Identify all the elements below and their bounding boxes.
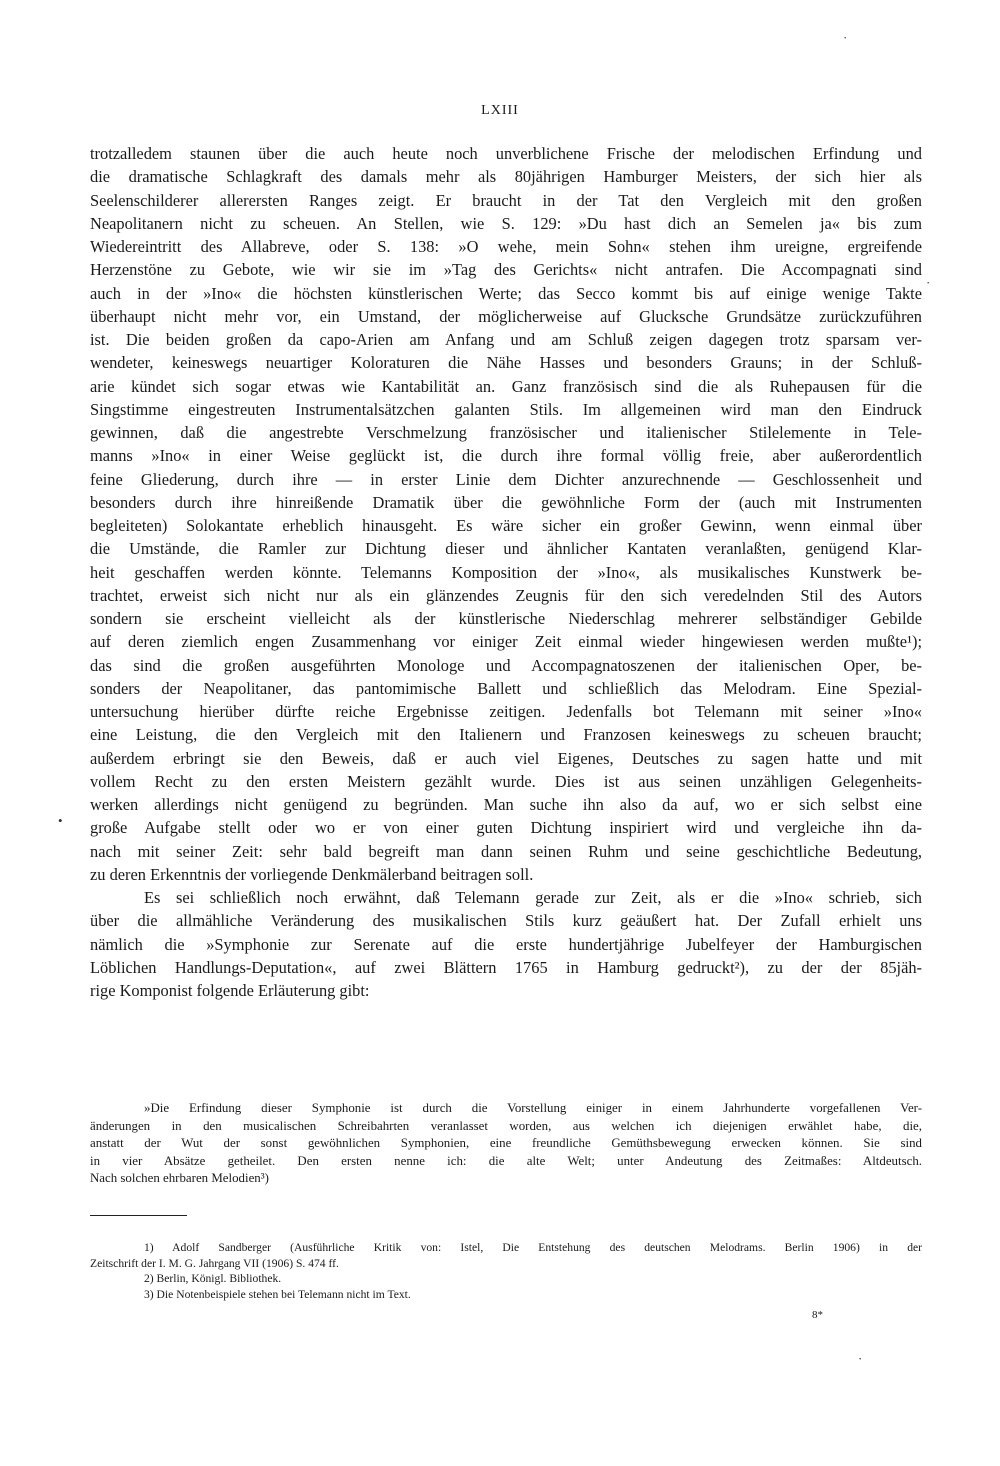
text-line: große Aufgabe stellt oder wo er von einer guten Dichtung inspiriert wird und vergleiche ihn da- bbox=[90, 818, 922, 838]
footnote-line: 3) Die Notenbeispiele stehen bei Telemann nicht im Text. bbox=[144, 1287, 411, 1301]
text-line: vollem Recht zu den ersten Meistern gezählt wurde. Dies ist aus seinen unzähligen Gelegenheits- bbox=[90, 771, 922, 791]
text-line: Wiedereintritt des Allabreve, oder S. 138: »O wehe, mein Sohn« stehen ihm ureigne, ergreifende bbox=[90, 237, 922, 256]
text-line: Löblichen Handlungs-Deputation«, auf zwei Blättern 1765 in Hamburg gedruckt²), zu der der 85jäh- bbox=[90, 957, 922, 977]
margin-dot-icon: · bbox=[858, 1351, 863, 1366]
text-line: Es sei schließlich noch erwähnt, daß Telemann gerade zur Zeit, als er die »Ino« schrieb, sich bbox=[144, 888, 922, 907]
signature-mark: 8* bbox=[812, 1309, 823, 1321]
text-line: überhaupt nicht mehr vor, ein Umstand, der möglicherweise auf Glucksche Grundsätze zurückzuführen bbox=[90, 306, 922, 326]
footnote-line: Zeitschrift der I. M. G. Jahrgang VII (1906) S. 474 ff. bbox=[90, 1256, 339, 1270]
text-line: nämlich die »Symphonie zur Serenate auf die erste hundertjährige Jubelfeyer der Hamburgischen bbox=[90, 934, 922, 954]
text-line: begleiteten) Solokantate erheblich hinausgeht. Es wäre sicher ein großer Gewinn, wenn einmal über bbox=[90, 516, 922, 535]
text-line: manns »Ino« in einer Weise geglückt ist, die durch ihre formal völlig freie, aber außerordentlich bbox=[90, 446, 922, 466]
text-line: feine Gliederung, durch ihre — in erster Linie dem Dichter anzurechnende — Geschlossenheit und bbox=[90, 469, 922, 489]
footnote-divider bbox=[90, 1215, 187, 1216]
quote-line: in vier Absätze getheilet. Den ersten nenne ich: die alte Welt; unter Andeutung des Zeitmaßes: Altdeutsch. bbox=[90, 1153, 922, 1168]
text-line: besonders durch ihre hinreißende Dramatik über die gewöhnliche Form der (auch mit Instrumenten bbox=[90, 492, 922, 512]
margin-dot-icon: • bbox=[58, 813, 63, 828]
text-line: werken allerdings nicht genügend zu begründen. Man suche ihn also da auf, wo er sich selbst eine bbox=[90, 795, 922, 814]
block-quote bbox=[90, 1100, 922, 1188]
text-line: eine Leistung, die den Vergleich mit den Italienern und Franzosen keineswegs zu scheuen braucht; bbox=[90, 725, 922, 745]
text-line: Herzenstöne zu Gebote, wie wir sie im »Tag des Gerichts« nicht antrafen. Die Accompagnati sind bbox=[90, 260, 922, 280]
margin-dot-icon: · bbox=[926, 275, 931, 290]
text-line: untersuchung hierüber dürfte reiche Ergebnisse zeitigen. Jedenfalls bot Telemann mit seiner »Ino« bbox=[90, 702, 922, 721]
text-line: Seelenschilderer allerersten Ranges zeigt. Er braucht in der Tat den Vergleich mit den großen bbox=[90, 190, 922, 210]
text-line: das sind die großen ausgeführten Monologe und Accompagnatoszenen der italienischen Oper, be- bbox=[90, 655, 922, 675]
footnotes bbox=[90, 1240, 922, 1302]
text-line: rige Komponist folgende Erläuterung gibt: bbox=[90, 981, 370, 1000]
text-line: Neapolitanern nicht zu scheuen. An Stellen, wie S. 129: »Du hast dich an Semelen ja« bis zum bbox=[90, 213, 922, 233]
margin-dot-icon: · bbox=[843, 30, 848, 45]
quote-line: anstatt der Wut der sonst gewöhnlichen Symphonien, eine freundliche Gemüthsbewegung erwecken können. Sie sind bbox=[90, 1136, 922, 1151]
quote-line: änderungen in den musicalischen Schreibahrten veranlasset worden, aus welchen ich diejenigen erwählet habe, die, bbox=[90, 1118, 922, 1133]
text-line: arie kündet sich sogar etwas wie Kantabilität an. Ganz französisch sind die als Ruhepausen für die bbox=[90, 376, 922, 396]
text-line: nach mit seiner Zeit: sehr bald begreift man dann seinen Ruhm und seine geschichtliche Bedeutung, bbox=[90, 841, 922, 861]
text-line: trachtet, erweist sich nicht nur als ein glänzendes Zeugnis für den sich veredelnden Stil des Autors bbox=[90, 585, 922, 605]
footnote-line: 1) Adolf Sandberger (Ausführliche Kritik von: Istel, Die Entstehung des deutschen Melodrams. Berlin 1906) in der bbox=[144, 1241, 922, 1254]
text-line: die Umstände, die Ramler zur Dichtung dieser und ähnlicher Kantaten veranlaßten, genügend Klar- bbox=[90, 539, 922, 559]
quote-line: »Die Erfindung dieser Symphonie ist durch die Vorstellung einiger in einem Jahrhunderte vorgefallenen Ver- bbox=[144, 1101, 922, 1115]
text-line: sondern sie erscheint vielleicht als der künstlerische Niederschlag mehrerer selbständiger Gebilde bbox=[90, 609, 922, 628]
quote-line: Nach solchen ehrbaren Melodien³) bbox=[90, 1171, 269, 1186]
text-line: außerdem erbringt sie den Beweis, daß er auch viel Eigenes, Deutsches zu sagen hatte und mit bbox=[90, 748, 922, 768]
text-line: Singstimme eingestreuten Instrumentalsätzchen galanten Stils. Im allgemeinen wird man den Eindruck bbox=[90, 399, 922, 419]
main-text bbox=[90, 142, 922, 1002]
text-line: ist. Die beiden großen da capo-Arien am Anfang und am Schluß zeigen dagegen trotz sparsam ver- bbox=[90, 330, 922, 349]
text-line: auch in der »Ino« die höchsten künstlerischen Werte; das Secco kommt bis auf einige wenige Takte bbox=[90, 283, 922, 303]
footnote-line: 2) Berlin, Königl. Bibliothek. bbox=[144, 1272, 282, 1285]
text-line: wendeter, keineswegs neuartiger Koloraturen die Nähe Hasses und besonders Grauns; in der Schluß- bbox=[90, 353, 922, 373]
text-line: zu deren Erkenntnis der vorliegende Denkmälerband beitragen soll. bbox=[90, 864, 534, 884]
text-line: gewinnen, daß die angestrebte Verschmelzung französischer und italienischer Stilelemente in Tele- bbox=[90, 423, 922, 442]
page-number: LXIII bbox=[481, 103, 519, 118]
text-line: die dramatische Schlagkraft des damals mehr als 80jährigen Hamburger Meisters, der sich hier als bbox=[90, 167, 922, 187]
text-line: über die allmähliche Veränderung des musikalischen Stils kurz geäußert hat. Der Zufall erhielt uns bbox=[90, 911, 922, 931]
text-line: sonders der Neapolitaner, das pantomimische Ballett und schließlich das Melodram. Eine Spezial- bbox=[90, 678, 922, 698]
text-line: heit geschaffen werden könnte. Telemanns Komposition der »Ino«, als musikalisches Kunstwerk be- bbox=[90, 562, 922, 582]
text-line: auf deren ziemlich engen Zusammenhang vor einiger Zeit einmal wieder hingewiesen werden mußte¹); bbox=[90, 632, 922, 652]
text-line: trotzalledem staunen über die auch heute noch unverblichene Frische der melodischen Erfindung und bbox=[90, 144, 922, 163]
